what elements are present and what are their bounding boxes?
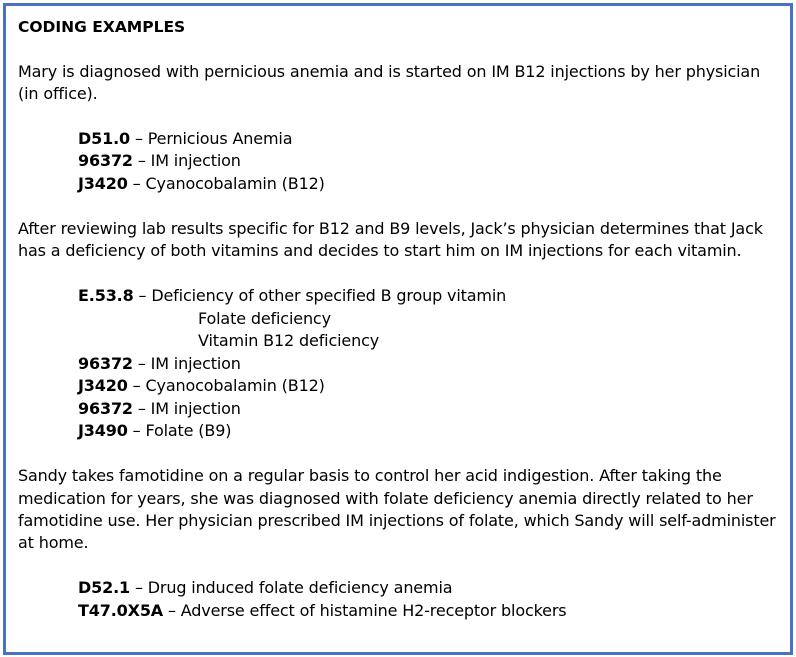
- example-1-codes: [18, 128, 778, 196]
- code-line: [78, 128, 778, 151]
- spacer: [18, 38, 778, 61]
- code-value: 96372: [78, 398, 133, 418]
- code-description: – Adverse effect of histamine H2-receptor blockers: [163, 600, 567, 620]
- example-2-scenario: After reviewing lab results specific for B12 and B9 levels, Jack’s physician determines that Jack has a deficiency of both vitamins and decides to start him on IM injections for each vitamin.: [18, 218, 763, 261]
- code-line: [78, 150, 778, 173]
- code-value: 96372: [78, 151, 133, 171]
- code-value: J3420: [78, 376, 128, 396]
- code-line: [78, 353, 778, 376]
- code-description: – IM injection: [132, 353, 241, 373]
- code-value: 96372: [78, 353, 133, 373]
- code-description: – IM injection: [132, 151, 241, 171]
- code-value: J3420: [78, 173, 128, 193]
- code-value: D52.1: [78, 578, 131, 598]
- code-description: – Pernicious Anemia: [130, 128, 293, 148]
- example-1-scenario: Mary is diagnosed with pernicious anemia and is started on IM B12 injections by her physician (in office).: [18, 61, 761, 103]
- example-2-codes: [18, 285, 778, 443]
- coding-examples-box: [3, 3, 793, 655]
- code-description: – Deficiency of other specified B group vitamin: [133, 286, 507, 306]
- spacer: [18, 263, 778, 286]
- code-value: T47.0X5A: [78, 600, 164, 620]
- code-line: [78, 420, 778, 443]
- code-description: – Drug induced folate deficiency anemia: [130, 578, 453, 598]
- code-line: [78, 600, 778, 623]
- section-title: CODING EXAMPLES: [18, 18, 186, 36]
- code-line: [78, 398, 778, 421]
- code-description: – Cyanocobalamin (B12): [127, 173, 325, 193]
- code-line: [78, 173, 778, 196]
- spacer: [18, 105, 778, 128]
- code-description: – Cyanocobalamin (B12): [127, 376, 325, 396]
- code-line: [78, 375, 778, 398]
- code-value: D51.0: [78, 128, 131, 148]
- example-3-scenario: Sandy takes famotidine on a regular basis to control her acid indigestion. After taking the medication for years, she was diagnosed with folate deficiency anemia directly related to her famotidine use. Her physician prescribed IM injections of folate, which Sandy will self-administer at home.: [18, 466, 776, 553]
- code-subitem: Vitamin B12 deficiency: [198, 331, 380, 351]
- code-description: – Folate (B9): [127, 421, 232, 441]
- code-value: J3490: [78, 421, 128, 441]
- spacer: [18, 195, 778, 218]
- code-description: – IM injection: [132, 398, 241, 418]
- code-line: [78, 285, 778, 308]
- spacer: [18, 443, 778, 466]
- spacer: [18, 555, 778, 578]
- code-line: [78, 577, 778, 600]
- code-subitem: Folate deficiency: [198, 308, 331, 328]
- example-3-codes: [18, 577, 778, 622]
- content: [18, 16, 778, 622]
- code-value: E.53.8: [78, 286, 134, 306]
